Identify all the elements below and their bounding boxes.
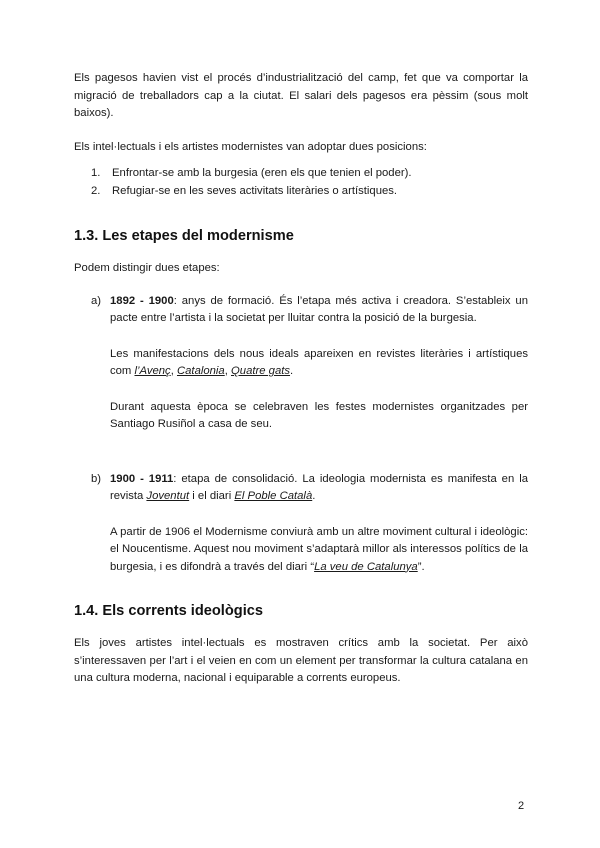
period: . [312,490,316,502]
noucentisme-text: A partir de 1906 el Modernisme conviurà amb un altre moviment cultural i ideològic: el Noucentisme. Aquest nou moviment s’adaptarà millor als interessos polítics de la burgesia, i es difondrà a través del diari “ [110,525,528,573]
list-item [74,183,528,201]
separator: , [170,365,177,377]
stage-b [74,471,528,577]
positions-intro: Els intel·lectuals i els artistes modernistes van adoptar dues posicions: [74,140,427,153]
list-item [74,165,528,183]
magazine-catalonia: Catalonia [176,365,225,377]
section-heading-1-3: 1.3. Les etapes del modernisme [74,228,294,244]
stage-a-festivals: Durant aquesta època se celebraven les festes modernistes organitzades per Santiago Rusiñol a casa de seu. [110,400,528,430]
stage-text-mid: i el diari [189,490,235,502]
list-item-text: Enfrontar-se amb la burgesia (eren els que tenien el poder). [112,167,412,179]
newspaper-el-poble-catala: El Poble Català [234,490,313,502]
magazine-joventut: Joventut [146,490,190,502]
stage-a-description [110,293,528,328]
newspaper-la-veu-de-catalunya: La veu de Catalunya [314,560,418,573]
document-page [74,70,528,688]
magazine-quatre-gats: Quatre gats [231,365,291,377]
ideological-currents-paragraph: Els joves artistes intel·lectuals es mostraven crítics amb la societat. Per això s’interessaven per l’art i el veien en com un element per transformar la cultura catalana en una cultura moderna, nacional i equiparable a corrents europeus. [74,637,528,684]
period: . [290,365,294,377]
magazines-text: Les manifestacions dels nous ideals apareixen en revistes literàries i artístiques com [110,347,528,377]
list-number: 1. [91,167,101,179]
stage-a [74,293,528,434]
section-heading-1-4: 1.4. Els corrents ideològics [74,603,263,619]
stage-years: 1892 - 1900 [110,294,174,307]
stage-a-magazines [110,346,528,381]
stage-marker: a) [91,294,102,307]
stage-years: 1900 - 1911 [110,472,174,485]
list-number: 2. [91,184,101,197]
stage-marker: b) [91,472,102,485]
stage-b-noucentisme [110,524,528,577]
page-number: 2 [518,800,525,812]
positions-list [74,165,528,200]
stages-intro: Podem distingir dues etapes: [74,262,220,274]
stage-text: : etapa de consolidació. La ideologia modernista es manifesta en la revista [110,472,528,502]
separator: , [224,365,231,377]
closing-quote: ”. [417,560,425,573]
list-item-text: Refugiar-se en les seves activitats literàries o artístiques. [112,184,398,197]
magazine-avenc: l’Avenç [134,365,171,377]
stage-text: : anys de formació. És l’etapa més activa i creadora. S’estableix un pacte entre l’artista i la societat per lluitar contra la posició de la burgesia. [110,294,528,324]
stage-b-description [110,471,528,506]
intro-paragraph: Els pagesos havien vist el procés d’industrialització del camp, fet que va comportar la migració de treballadors cap a la ciutat. El salari dels pagesos era pèssim (sous molt baixos). [74,72,528,119]
